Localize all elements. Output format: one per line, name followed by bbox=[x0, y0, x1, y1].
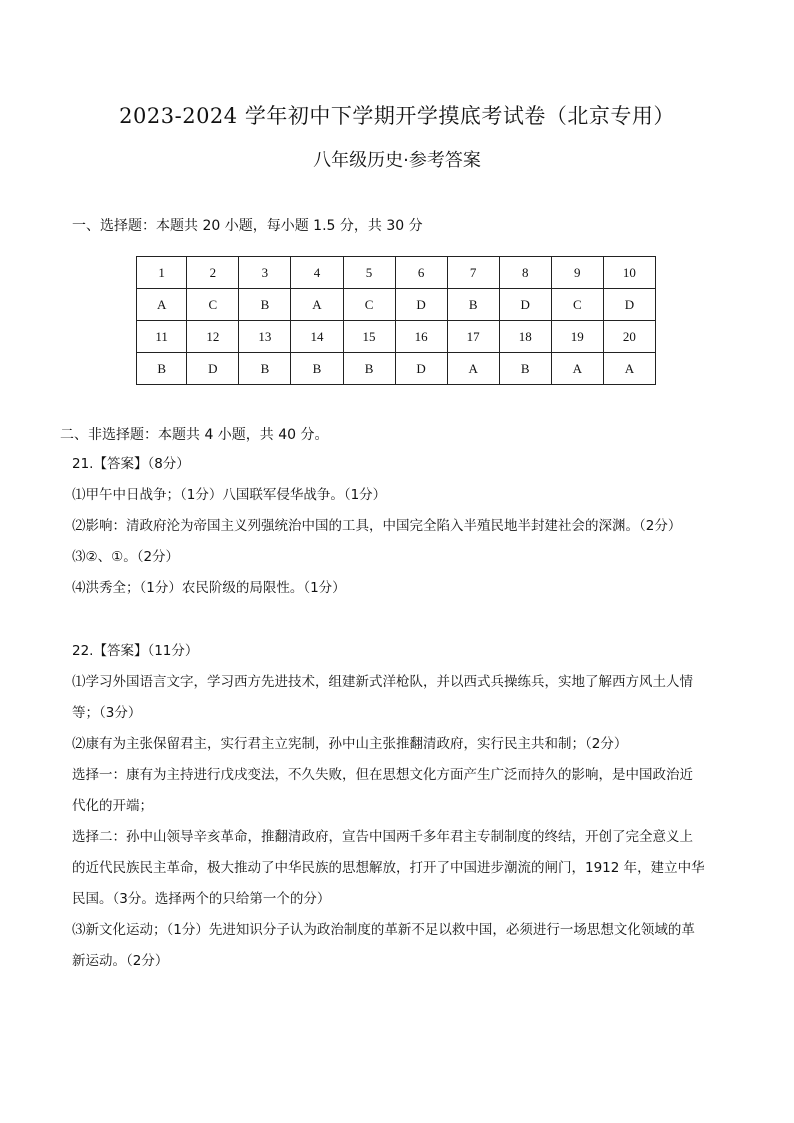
question-number-cell: 14 bbox=[291, 321, 343, 353]
question-number-cell: 18 bbox=[499, 321, 551, 353]
answer-letter-cell: C bbox=[551, 289, 603, 321]
answer-letter-cell: D bbox=[395, 289, 447, 321]
question-number-cell: 2 bbox=[187, 257, 239, 289]
choice-answer-table bbox=[136, 256, 656, 385]
answer-letter-cell: A bbox=[551, 353, 603, 385]
answer-letter-cell: B bbox=[291, 353, 343, 385]
question-21-answer bbox=[72, 449, 732, 604]
q22-line: ⑴学习外国语言文字，学习西方先进技术，组建新式洋枪队，并以西式兵操练兵，实地了解西方风土人情 bbox=[72, 674, 693, 690]
q22-line: 新运动。（2分） bbox=[72, 953, 169, 969]
q22-line: 民国。（3分。选择两个的只给第一个的分） bbox=[72, 891, 331, 907]
q21-line: ⑴甲午中日战争；（1分）八国联军侵华战争。（1分） bbox=[72, 487, 387, 503]
answer-letter-cell: A bbox=[137, 289, 187, 321]
answer-letter-cell: D bbox=[603, 289, 655, 321]
question-number-cell: 4 bbox=[291, 257, 343, 289]
answer-letter-cell: B bbox=[499, 353, 551, 385]
answer-letter-cell: B bbox=[343, 353, 395, 385]
question-number-cell: 7 bbox=[447, 257, 499, 289]
q22-line: 选择一：康有为主持进行戊戌变法，不久失败，但在思想文化方面产生广泛而持久的影响，是中国政治近 bbox=[72, 767, 693, 783]
question-number-cell: 15 bbox=[343, 321, 395, 353]
answer-letter-cell: A bbox=[291, 289, 343, 321]
answer-letter-cell: B bbox=[239, 353, 291, 385]
question-22-answer bbox=[72, 636, 732, 977]
question-number-cell: 17 bbox=[447, 321, 499, 353]
question-number-cell: 9 bbox=[551, 257, 603, 289]
answer-letter-cell: D bbox=[395, 353, 447, 385]
question-number-cell: 11 bbox=[137, 321, 187, 353]
answer-letter-row bbox=[137, 353, 656, 385]
question-number-cell: 12 bbox=[187, 321, 239, 353]
q22-title: 22.【答案】（11分） bbox=[72, 643, 199, 659]
answer-letter-cell: C bbox=[343, 289, 395, 321]
section2-heading: 二、非选择题：本题共 4 小题，共 40 分。 bbox=[60, 427, 329, 443]
answer-letter-cell: C bbox=[187, 289, 239, 321]
answer-letter-row bbox=[137, 289, 656, 321]
answer-letter-cell: A bbox=[447, 353, 499, 385]
question-number-cell: 19 bbox=[551, 321, 603, 353]
question-number-row bbox=[137, 321, 656, 353]
question-number-cell: 5 bbox=[343, 257, 395, 289]
question-number-cell: 1 bbox=[137, 257, 187, 289]
answer-letter-cell: D bbox=[187, 353, 239, 385]
q22-line: 等；（3分） bbox=[72, 705, 142, 721]
answer-letter-cell: A bbox=[603, 353, 655, 385]
question-number-cell: 10 bbox=[603, 257, 655, 289]
answer-letter-cell: B bbox=[447, 289, 499, 321]
question-number-cell: 20 bbox=[603, 321, 655, 353]
question-number-cell: 3 bbox=[239, 257, 291, 289]
answer-letter-cell: B bbox=[239, 289, 291, 321]
q22-line: 的近代民族民主革命，极大推动了中华民族的思想解放，打开了中国进步潮流的闸门，1912 年，建立中华 bbox=[72, 860, 705, 876]
q21-line: ⑷洪秀全；（1分）农民阶级的局限性。（1分） bbox=[72, 580, 346, 596]
q21-title: 21.【答案】（8分） bbox=[72, 456, 190, 472]
q22-line: ⑶新文化运动；（1分）先进知识分子认为政治制度的革新不足以救中国，必须进行一场思想文化领域的革 bbox=[72, 922, 695, 938]
answer-letter-cell: D bbox=[499, 289, 551, 321]
q22-line: 选择二：孙中山领导辛亥革命，推翻清政府，宣告中国两千多年君主专制制度的终结，开创了完全意义上 bbox=[72, 829, 693, 845]
question-number-row bbox=[137, 257, 656, 289]
q22-line: 代化的开端； bbox=[72, 798, 153, 814]
document-title: 2023-2024 学年初中下学期开学摸底考试卷（北京专用） bbox=[119, 104, 675, 128]
answer-letter-cell: B bbox=[137, 353, 187, 385]
q21-line: ⑵影响：清政府沦为帝国主义列强统治中国的工具，中国完全陷入半殖民地半封建社会的深渊。（2分） bbox=[72, 518, 682, 534]
section1-heading: 一、选择题：本题共 20 小题，每小题 1.5 分，共 30 分 bbox=[72, 218, 423, 234]
question-number-cell: 6 bbox=[395, 257, 447, 289]
q21-line: ⑶②、①。（2分） bbox=[72, 549, 180, 565]
document-subtitle: 八年级历史·参考答案 bbox=[313, 150, 481, 171]
question-number-cell: 16 bbox=[395, 321, 447, 353]
question-number-cell: 13 bbox=[239, 321, 291, 353]
question-number-cell: 8 bbox=[499, 257, 551, 289]
q22-line: ⑵康有为主张保留君主，实行君主立宪制，孙中山主张推翻清政府，实行民主共和制；（2分） bbox=[72, 736, 628, 752]
